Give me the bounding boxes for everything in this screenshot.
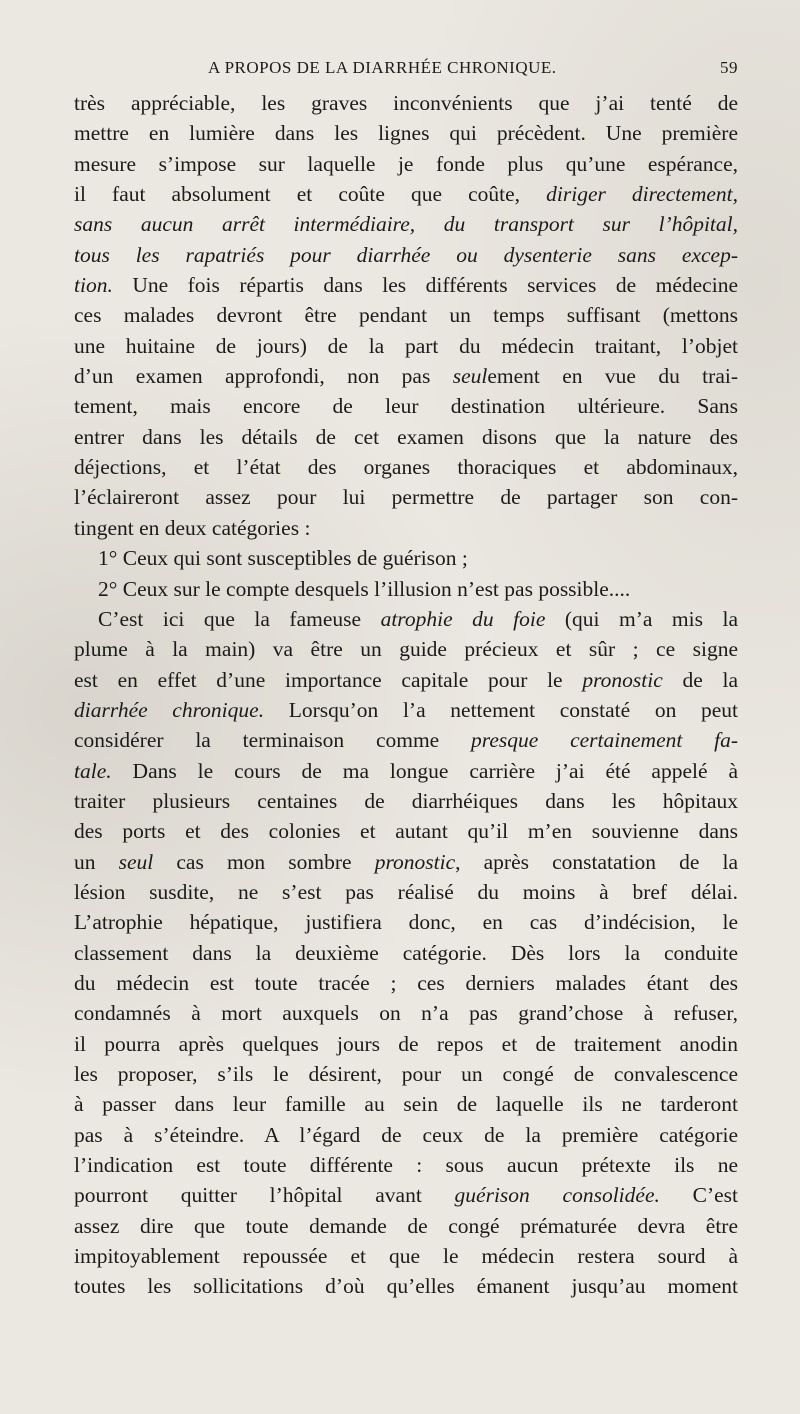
text-line: ces malades devront être pendant un temps suffisant (mettons [74,303,738,328]
text-line: condamnés à mort auxquels on n’a pas grand’chose à refuser, [74,1001,738,1026]
italic-phrase: tion. [74,273,113,298]
text-line: un seul cas mon sombre pronostic, après constatation de la [74,849,739,874]
italic-phrase: sans aucun arrêt intermédiaire, [74,212,416,237]
text-line [74,240,738,270]
text-line: très appréciable, les graves inconvénients que j’ai tenté de [74,91,738,115]
italic-phrase: seul [452,364,488,389]
text-line: des ports et des colonies et autant qu’il m’en souvienne dans [74,819,738,844]
text-line: traiter plusieurs centaines de diarrhéiques dans les hôpitaux [74,788,738,813]
text-line: mesure s’impose sur laquelle je fonde plus qu’une espérance, [74,151,738,176]
text-line: impitoyablement repoussée et que le médecin restera sourd à [74,1244,738,1269]
text-line: classement dans la deuxième catégorie. Dès lors la conduite [74,940,738,965]
text-line: d’un examen approfondi, non pas seulement en vue du trai- [74,364,738,389]
text-line [74,209,738,239]
list-item: 2° Ceux sur le compte desquels l’illusion n’est pas possible.... [98,576,631,601]
italic-phrase: tous les rapatriés pour diarrhée ou dysenterie sans excep- [74,242,738,267]
text-line: à passer dans leur famille au sein de laquelle ils ne tarderont [74,1092,738,1117]
italic-phrase: presque certainement fa- [471,728,739,753]
text-line: toutes les sollicitations d’où qu’elles émanent jusqu’au moment [74,1274,738,1299]
text-line: il pourra après quelques jours de repos et de traitement anodin [74,1031,738,1056]
text-line: les proposer, s’ils le désirent, pour un congé de convalescence [74,1062,738,1086]
text-line: pas à s’éteindre. A l’égard de ceux de la première catégorie [74,1122,738,1147]
italic-phrase: pronostic [582,667,663,692]
text-line: il faut absolument et coûte que coûte, diriger directement, [74,182,738,207]
text-line: déjections, et l’état des organes thoraciques et abdominaux, [74,455,738,480]
text-line: plume à la main) va être un guide précieux et sûr ; ce signe [74,637,738,662]
text-line: assez dire que toute demande de congé prématurée devra être [74,1213,738,1238]
italic-phrase: guérison consolidée. [454,1183,660,1208]
italic-phrase: atrophie du foie [380,606,546,631]
italic-phrase: diarrhée chronique. [74,697,265,722]
text-line: l’indication est toute différente : sous aucun prétexte ils ne [74,1153,738,1178]
text-line: L’atrophie hépatique, justifiera donc, en cas d’indécision, le [74,910,738,935]
italic-phrase: du transport sur l’hôpital, [443,212,738,237]
text-line: tion. Une fois répartis dans les différents services de médecine [74,273,738,298]
running-head [74,54,738,84]
text-line: diarrhée chronique. Lorsqu’on l’a nettement constaté on peut [74,697,738,722]
text-line: tement, mais encore de leur destination ultérieure. Sans [74,394,738,419]
text-line: pourront quitter l’hôpital avant guérison consolidée. C’est [74,1183,738,1208]
text-line: une huitaine de jours) de la part du médecin traitant, l’objet [74,333,738,358]
text-line: mettre en lumière dans les lignes qui précèdent. Une première [74,121,738,146]
text-line: l’éclaireront assez pour lui permettre de partager son con- [74,485,738,510]
text-line: entrer dans les détails de cet examen disons que la nature des [74,424,738,449]
page-number: 59 [720,58,738,77]
body-text [74,88,738,1302]
italic-phrase: diriger directement, [546,182,738,207]
text-line: tale. Dans le cours de ma longue carrière j’ai été appelé à [74,758,738,783]
italic-phrase: seul [118,849,154,874]
text-line: considérer la terminaison comme presque certainement fa- [74,728,739,753]
italic-phrase: pronostic [374,849,456,874]
text-line: est en effet d’une importance capitale pour le pronostic de la [74,667,739,692]
list-item: 1° Ceux qui sont susceptibles de guérison ; [98,546,468,571]
text-line: tingent en deux catégories : [74,515,311,540]
text-line: lésion susdite, ne s’est pas réalisé du moins à bref délai. [74,879,738,904]
running-title: A PROPOS DE LA DIARRHÉE CHRONIQUE. [208,58,557,77]
italic-phrase: tale. [74,758,112,783]
text-line: C’est ici que la fameuse atrophie du foie (qui m’a mis la [98,606,738,631]
text-line: du médecin est toute tracée ; ces derniers malades étant des [74,970,738,995]
